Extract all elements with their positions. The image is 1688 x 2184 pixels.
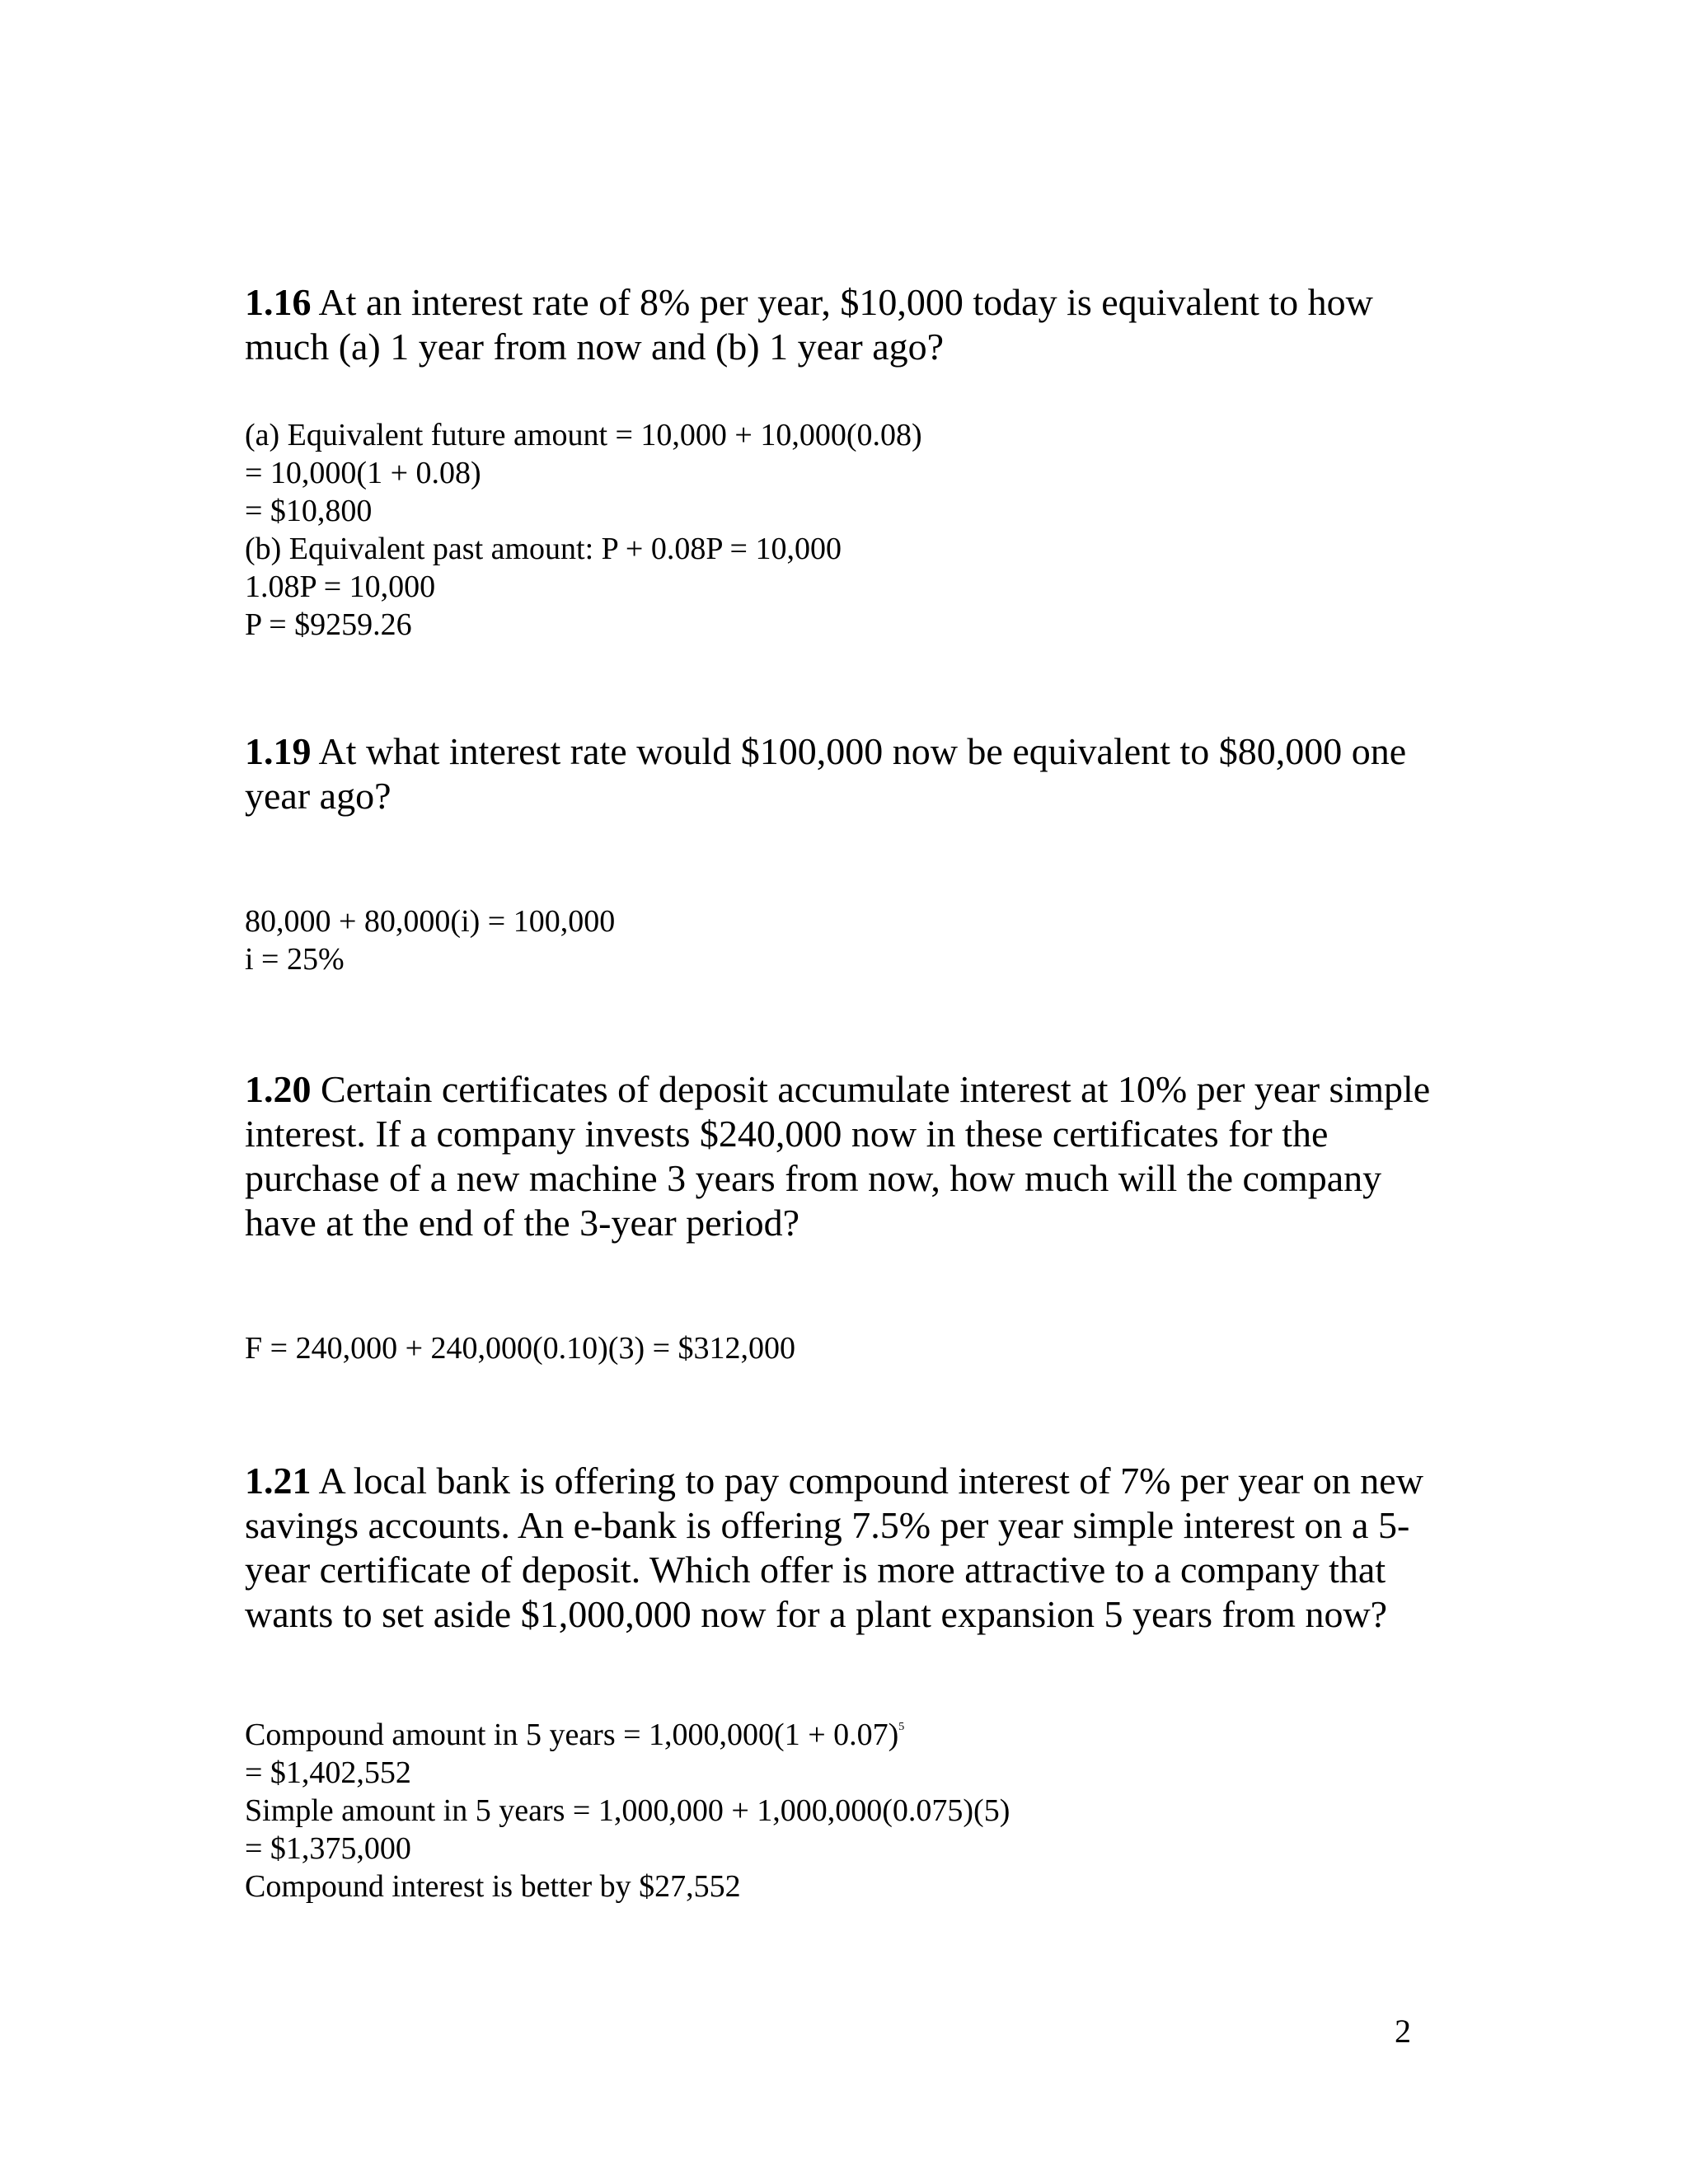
solution-line: Compound interest is better by $27,552 <box>245 1869 741 1904</box>
problem-1-20-statement <box>245 1067 1448 1245</box>
solution-line: 80,000 + 80,000(i) = 100,000 <box>245 904 616 939</box>
problem-text: Certain certificates of deposit accumulate interest at 10% per year simple interest. If a company invests $240,000 now in these certificates for the purchase of a new machine 3 years from now, how much will the company have at the end of the 3-year period? <box>245 1068 1431 1244</box>
exponent: 5 <box>898 1721 905 1733</box>
problem-1-19-solution <box>245 902 1448 978</box>
solution-line: = $1,402,552 <box>245 1755 411 1790</box>
solution-line: = $10,800 <box>245 494 373 528</box>
problem-1-16-solution <box>245 416 1448 644</box>
problem-1-16-statement <box>245 280 1448 369</box>
problem-text: At an interest rate of 8% per year, $10,000 today is equivalent to how much (a) 1 year from now and (b) 1 year ago? <box>245 281 1373 368</box>
solution-line: i = 25% <box>245 942 345 977</box>
solution-line: F = 240,000 + 240,000(0.10)(3) = $312,000 <box>245 1331 796 1366</box>
solution-line: P = $9259.26 <box>245 607 412 642</box>
problem-1-20-solution <box>245 1329 1448 1367</box>
problem-number: 1.16 <box>245 281 312 323</box>
solution-line: 1.08P = 10,000 <box>245 569 436 604</box>
page-number: 2 <box>1395 2013 1411 2050</box>
problem-1-21-statement <box>245 1459 1448 1637</box>
solution-line: = 10,000(1 + 0.08) <box>245 456 481 490</box>
solution-line: (a) Equivalent future amount = 10,000 + 10,000(0.08) <box>245 418 922 452</box>
solution-line: Simple amount in 5 years = 1,000,000 + 1,000,000(0.075)(5) <box>245 1793 1010 1828</box>
solution-line: (b) Equivalent past amount: P + 0.08P = 10,000 <box>245 532 842 566</box>
problem-text: At what interest rate would $100,000 now be equivalent to $80,000 one year ago? <box>245 730 1407 817</box>
solution-line <box>245 1716 1448 1754</box>
solution-text: Compound amount in 5 years = 1,000,000(1 + 0.07) <box>245 1718 899 1752</box>
problem-text: A local bank is offering to pay compound interest of 7% per year on new savings accounts. An e-bank is offering 7.5% per year simple interest on a 5-year certificate of deposit. Which offer is more attractive to a company that wants to set aside $1,000,000 now for a plant expansion 5 years from now? <box>245 1460 1423 1635</box>
problem-1-21-solution <box>245 1716 1448 1905</box>
problem-number: 1.19 <box>245 730 312 772</box>
solution-line: = $1,375,000 <box>245 1831 411 1866</box>
problem-1-19-statement <box>245 729 1448 818</box>
problem-number: 1.21 <box>245 1460 312 1502</box>
problem-number: 1.20 <box>245 1068 312 1110</box>
